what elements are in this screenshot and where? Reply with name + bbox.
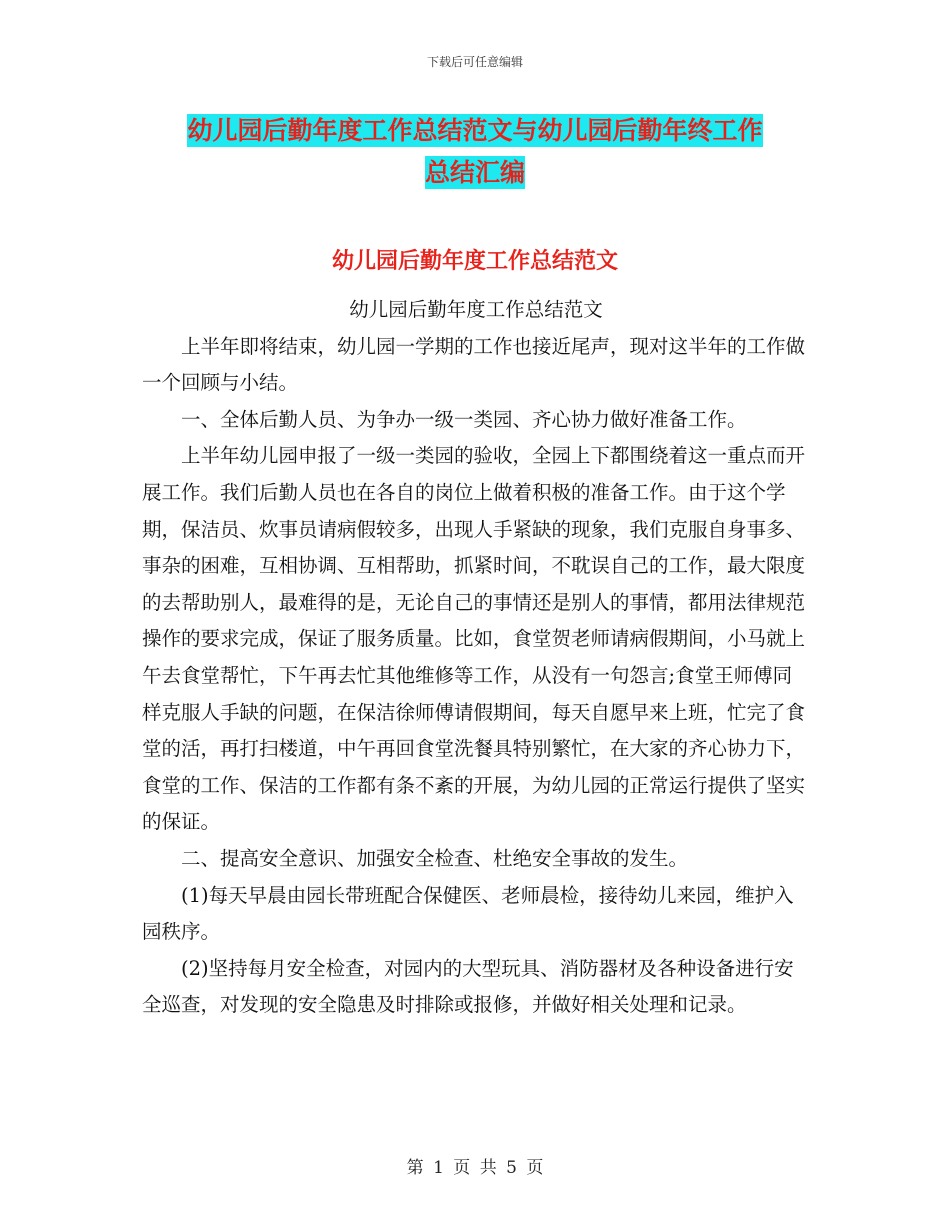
page-number: 第 1 页 共 5 页	[406, 1158, 544, 1178]
paragraph-item-2: (2)坚持每月安全检查，对园内的大型玩具、消防器材及各种设备进行安全巡查，对发现的安全隐患及时排除或报修，并做好相关处理和记录。	[142, 956, 794, 1017]
paragraph-item-1: (1)每天早晨由园长带班配合保健医、老师晨检，接待幼儿来园，维护入园秩序。	[142, 883, 794, 944]
paragraph-heading-2: 二、提高安全意识、加强安全检查、杜绝安全事故的发生。	[181, 846, 689, 870]
paragraph-body-1: 上半年幼儿园申报了一级一类园的验收，全园上下都围绕着这一重点而开展工作。我们后勤人员也在各自的岗位上做着积极的准备工作。由于这个学期，保洁员、炊事员请病假较多，出现人手紧缺的现象，我们克服自身事多、事杂的困难，互相协调、互相帮助，抓紧时间，不耽误自己的工作，最大限度的去帮助别人，最难得的是，无论自己的事情还是别人的事情，都用法律规范操作的要求完成，保证了服务质量。比如，食堂贺老师请病假期间，小马就上午去食堂帮忙，下午再去忙其他维修等工作，从没有一句怨言;食堂王师傅同样克服人手缺的问题，在保洁徐师傅请假期间，每天自愿早来上班，忙完了食堂的活，再打扫楼道，中午再回食堂洗餐具特别繁忙，在大家的齐心协力下，食堂的工作、保洁的工作都有条不紊的开展，为幼儿园的正常运行提供了坚实的保证。	[142, 444, 806, 834]
body-subtitle: 幼儿园后勤年度工作总结范文	[349, 298, 603, 321]
section-title: 幼儿园后勤年度工作总结范文	[331, 249, 618, 274]
document-body	[142, 292, 810, 1024]
paragraph-intro: 上半年即将结束，幼儿园一学期的工作也接近尾声，现对这半年的工作做一个回顾与小结。	[142, 334, 806, 395]
header-note: 下载后可任意编辑	[426, 55, 523, 69]
document-title	[140, 110, 810, 194]
paragraph-heading-1: 一、全体后勤人员、为争办一级一类园、齐心协力做好准备工作。	[181, 407, 747, 431]
document-title-line-2: 总结汇编	[424, 158, 525, 187]
document-title-line-1: 幼儿园后勤年度工作总结范文与幼儿园后勤年终工作	[187, 116, 763, 145]
